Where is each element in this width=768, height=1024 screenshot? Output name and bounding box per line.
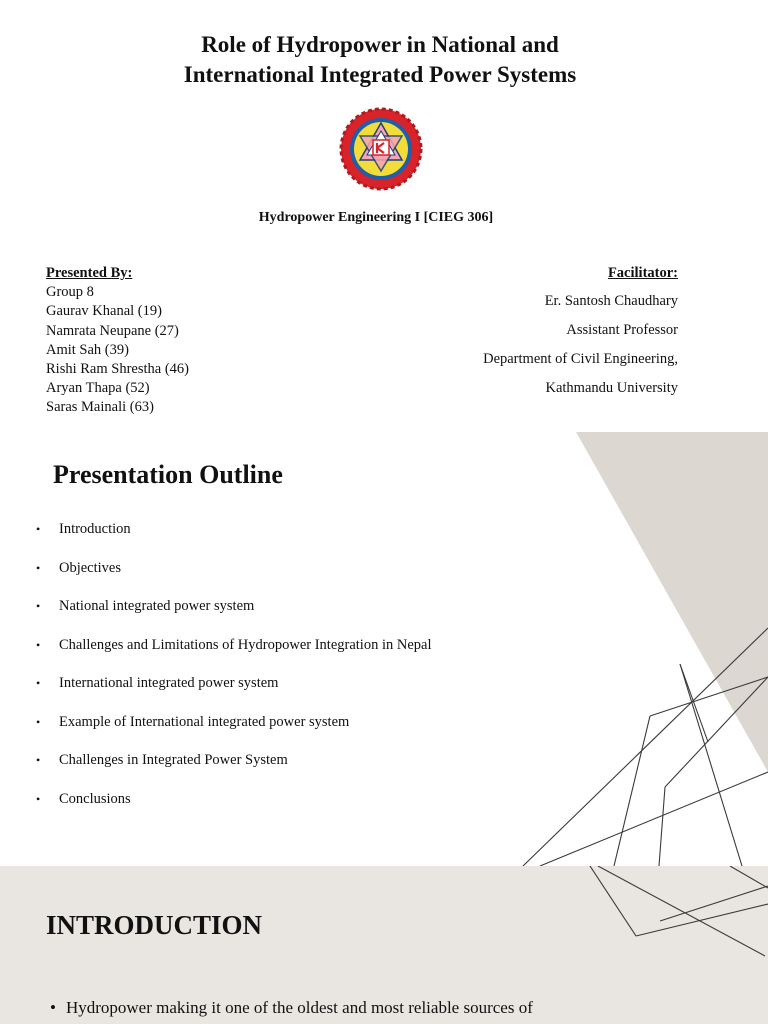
outline-item-label: International integrated power system (59, 675, 279, 691)
bullet-icon: • (36, 791, 41, 806)
university-logo-icon (339, 107, 423, 191)
outline-item (36, 713, 431, 752)
decorative-lines (590, 866, 768, 956)
outline-item-label: Introduction (59, 521, 131, 537)
presenters-block (46, 264, 189, 418)
decorative-lines (523, 628, 768, 866)
member-name: Aryan Thapa (52) (46, 380, 150, 397)
bullet-icon: • (50, 998, 56, 1017)
facilitator-name: Er. Santosh Chaudhary (544, 293, 678, 309)
outline-item (36, 559, 431, 598)
bullet-icon: • (36, 599, 41, 613)
outline-item (36, 636, 431, 675)
outline-item-label: Challenges and Limitations of Hydropower Integration in Nepal (59, 636, 432, 653)
outline-list (36, 520, 431, 828)
bullet-icon: • (36, 522, 41, 536)
member-name: Amit Sah (39) (46, 341, 129, 358)
member-name: Saras Mainali (63) (46, 399, 154, 416)
outline-title: Presentation Outline (53, 460, 283, 489)
facilitator-heading: Facilitator: (607, 265, 678, 281)
title-line-2: International Integrated Power Systems (183, 62, 577, 87)
bullet-icon: • (36, 560, 41, 575)
outline-item (36, 520, 431, 559)
bullet-icon: • (36, 637, 41, 652)
outline-item (36, 751, 431, 790)
facilitator-university: Kathmandu University (545, 380, 678, 396)
bullet-icon: • (36, 714, 41, 729)
group-label: Group 8 (46, 284, 94, 301)
intro-bullet-text: Hydropower making it one of the oldest and most reliable sources of (65, 998, 533, 1017)
outline-item-label: Conclusions (59, 790, 131, 807)
introduction-slide (0, 866, 768, 1024)
outline-item-label: Objectives (59, 559, 122, 576)
outline-item (36, 674, 431, 713)
presentation-title (0, 30, 760, 90)
course-name: Hydropower Engineering I [CIEG 306] (258, 210, 494, 225)
title-slide (0, 0, 768, 432)
presented-by-heading: Presented By: (46, 265, 133, 281)
outline-item-label: Example of International integrated power system (59, 713, 350, 730)
introduction-title: INTRODUCTION (46, 910, 263, 940)
outline-item-label: National integrated power system (59, 598, 255, 614)
bullet-icon: • (36, 753, 41, 767)
facilitator-block (483, 264, 678, 403)
outline-slide (0, 432, 768, 866)
seal-k-letter (373, 140, 389, 155)
member-name: Gaurav Khanal (19) (46, 303, 162, 320)
title-line-1: Role of Hydropower in National and (201, 32, 559, 57)
outline-item-label: Challenges in Integrated Power System (59, 752, 288, 768)
intro-bullet (50, 998, 533, 1018)
outline-item (36, 790, 431, 829)
facilitator-position: Assistant Professor (566, 322, 678, 338)
member-name: Rishi Ram Shrestha (46) (46, 361, 189, 378)
bullet-icon: • (36, 676, 41, 690)
member-name: Namrata Neupane (27) (46, 322, 179, 339)
facilitator-department: Department of Civil Engineering, (483, 351, 678, 367)
outline-item (36, 597, 431, 636)
